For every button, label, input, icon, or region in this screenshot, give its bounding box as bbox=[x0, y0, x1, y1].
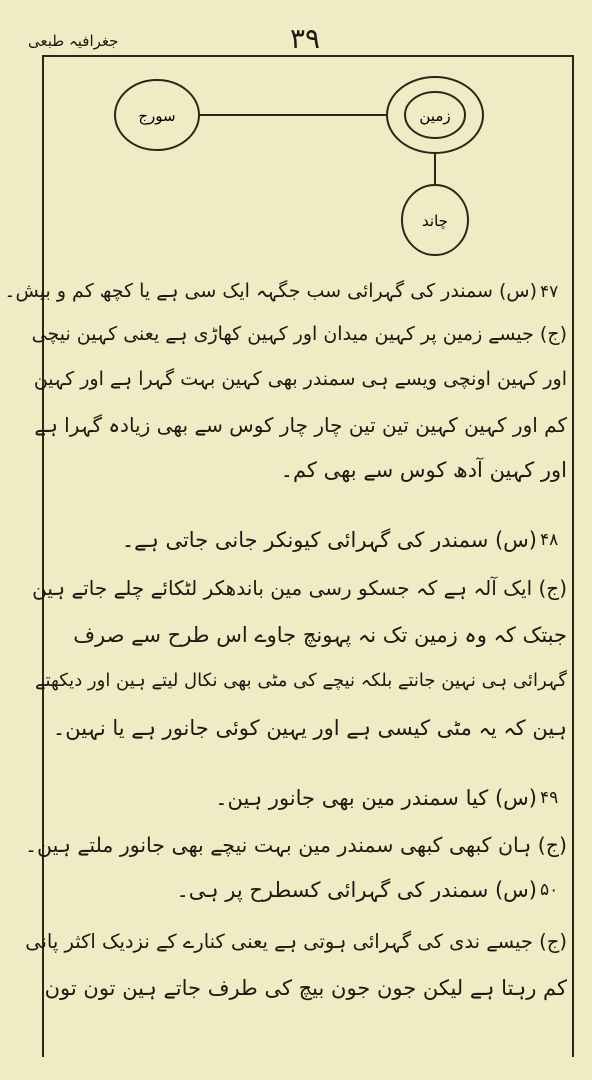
sun-label: سورج bbox=[138, 107, 176, 125]
answer-line: اور کہین آدھ کوس سے بھی کم۔ bbox=[280, 458, 567, 482]
page-number: ۳۹ bbox=[290, 22, 321, 55]
question-number: ۴۸ bbox=[540, 530, 559, 550]
answer-line: کم رہتا ہے لیکن جون جون بیچ کی طرف جاتے ہین تون تون bbox=[44, 976, 567, 1000]
question-text: (س) سمندر کی گہرائی سب جگہہ ایک سی ہے یا کچھ کم و بیش۔ bbox=[4, 280, 537, 302]
answer-line: (ج) ہان کبھی کبھی سمندر مین بہت نیچے بھی جانور ملتے ہین۔ bbox=[25, 833, 567, 857]
earth-label: زمین bbox=[419, 107, 451, 125]
question-text: (س) سمندر کی گہرائی کیونکر جانی جاتی ہے۔ bbox=[121, 528, 537, 552]
moon-label: چاند bbox=[422, 212, 448, 230]
sun-earth-moon-diagram bbox=[105, 70, 485, 270]
question-number: ۴۹ bbox=[540, 788, 559, 808]
answer-line: گہرائی ہی نہین جانتے بلکہ نیچے کی مٹی بھی نکال لیتے ہین اور دیکھتے bbox=[34, 670, 567, 691]
answer-line: (ج) ایک آلہ ہے کہ جسکو رسی مین باندھکر لٹکائے چلے جاتے ہین bbox=[32, 576, 567, 600]
answer-line: جبتک کہ وہ زمین تک نہ پہونچ جاوے اس طرح سے صرف bbox=[73, 623, 567, 647]
answer-line: (ج) جیسے ندی کی گہرائی ہوتی ہے یعنی کنارے کے نزدیک اکثر پانی bbox=[25, 930, 567, 953]
question-text: (س) سمندر کی گہرائی کسطرح پر ہی۔ bbox=[176, 878, 537, 902]
answer-line: (ج) جیسے زمین پر کہین میدان اور کہین کھاڑی ہے یعنی کہین نیچی bbox=[31, 323, 567, 345]
question-number: ۵۰ bbox=[540, 880, 559, 900]
question-number: ۴۷ bbox=[540, 282, 559, 302]
answer-line: کم اور کہین کہین تین تین چار چار کوس سے بھی زیادہ گہرا ہے bbox=[34, 413, 567, 437]
running-title: جغرافیہ طبعی bbox=[28, 32, 119, 50]
answer-line: ہین کہ یہ مٹی کیسی ہے اور یہین کوئی جانور ہے یا نہین۔ bbox=[52, 716, 567, 740]
question-text: (س) کیا سمندر مین بھی جانور ہین۔ bbox=[215, 786, 537, 810]
answer-line: اور کہین اونچی ویسے ہی سمندر بھی کہین بہت گہرا ہے اور کہین bbox=[33, 368, 567, 390]
